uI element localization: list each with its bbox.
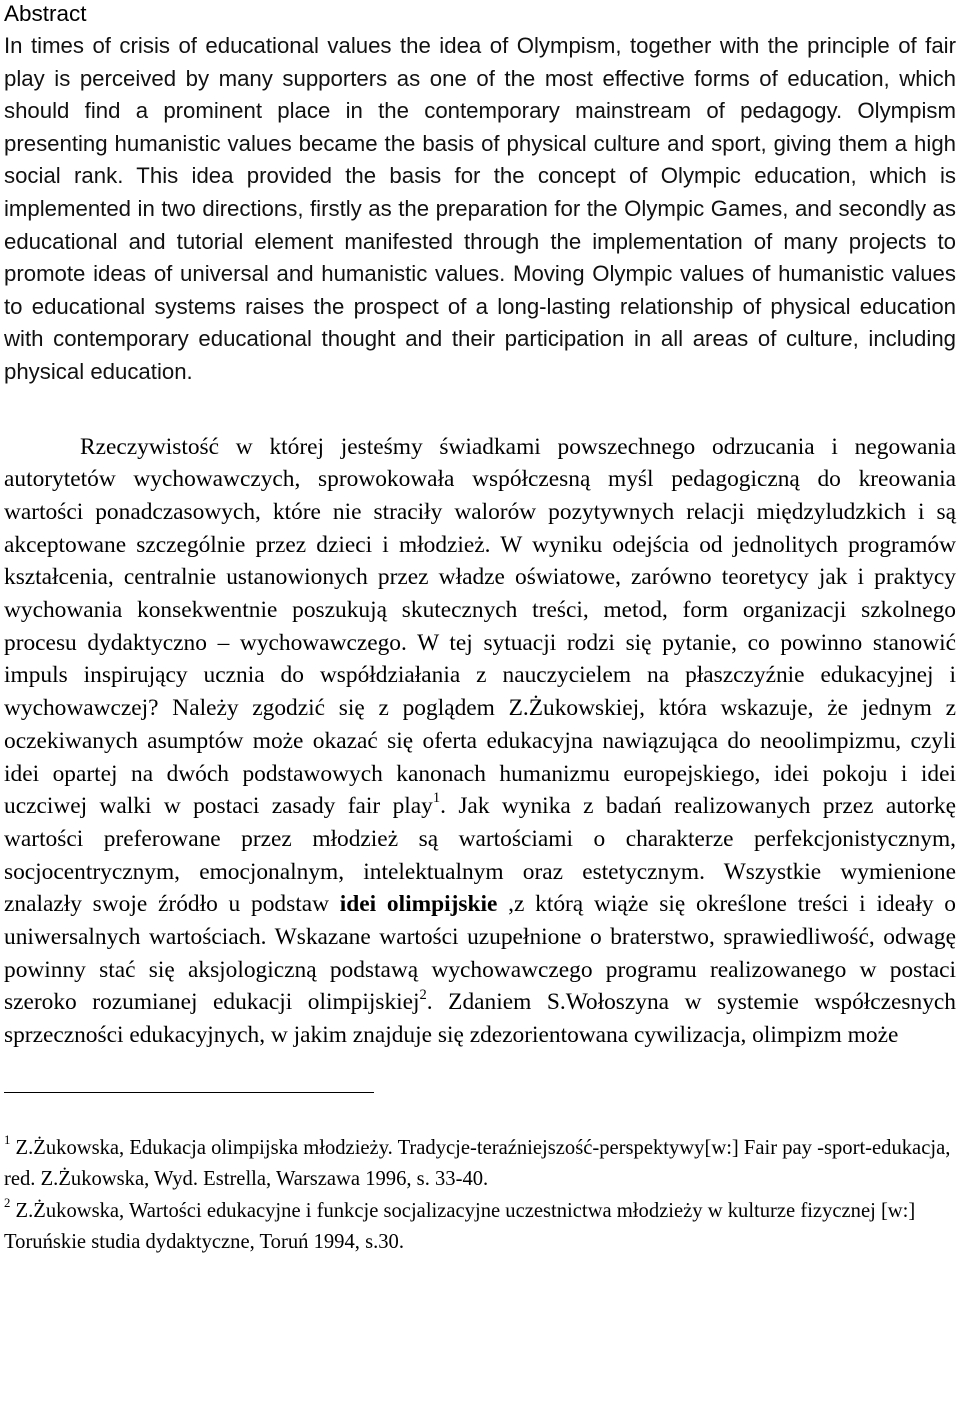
footnote-1 xyxy=(4,1133,956,1196)
footnote-2 xyxy=(4,1196,956,1259)
footnote-ref-2: 2 xyxy=(419,986,427,1003)
footnote-2-marker: 2 xyxy=(4,1195,11,1210)
footnotes xyxy=(4,1133,956,1259)
footnote-1-marker: 1 xyxy=(4,1133,11,1148)
main-text-part1: Rzeczywistość w której jesteśmy świadkami powszechnego odrzucania i negowania autorytetów wychowawczych, sprowokowała współczesną myśl pedagogiczną do kreowania wartości ponadczasowych, które nie straciły walorów pozytywnych relacji międzyludzkich i są akceptowane szczególnie przez dzieci i młodzież. W wyniku odejścia od jednolitych programów kształcenia, centralnie ustanowionych przez władze oświatowe, zarówno teoretycy jak i praktycy wychowania konsekwentnie poszukują skutecznych treści, metod, form organizacji szkolnego procesu dydaktyczno – wychowawczego. W tej sytuacji rodzi się pytanie, co powinno stanowić impuls inspirujący ucznia do współdziałania z nauczycielem na płaszczyźnie edukacyjnej i wychowawczej? Należy zgodzić się z poglądem Z.Żukowskiej, która wskazuje, że jednym z oczekiwanych asumptów może okazać się oferta edukacyjna nawiązująca do neoolimpizmu, czyli idei opartej na dwóch podstawowych kanonach humanizmu europejskiego, idei pokoju i idei uczciwej walki w postaci zasady fair play xyxy=(4,433,956,820)
main-paragraph xyxy=(4,431,956,1052)
footnote-separator xyxy=(4,1092,374,1093)
abstract-paragraph: In times of crisis of educational values the idea of Olympism, together with the principle of fair play is perceived by many supporters as one of the most effective forms of education, which should find a prominent place in the contemporary mainstream of pedagogy. Olympism presenting humanistic values became the basis of physical culture and sport, giving them a high social rank. This idea provided the basis for the concept of Olympic education, which is implemented in two directions, firstly as the preparation for the Olympic Games, and secondly as educational and tutorial element manifested through the implementation of many projects to promote ideas of universal and humanistic values. Moving Olympic values of humanistic values to educational systems raises the prospect of a long-lasting relationship of physical education with contemporary educational thought and their participation in all areas of culture, including physical education. xyxy=(4,33,956,384)
main-text-part2: . Jak wynika z badań realizowanych przez autorkę wartości preferowane przez młodzież są wartościami o charakterze perfekcjonistycznym, socjocentrycznym, emocjonalnym, intelektualnym oraz estetycznym. Wszystkie wymienione znalazły swoje źródło u podstaw xyxy=(4,793,956,918)
abstract-heading: Abstract xyxy=(4,1,87,26)
footnote-2-text: Z.Żukowska, Wartości edukacyjne i funkcje socjalizacyjne uczestnictwa młodzieży w kulturze fizycznej [w:] Toruńskie studia dydaktyczne, Toruń 1994, s.30. xyxy=(4,1199,916,1254)
footnote-ref-1: 1 xyxy=(432,790,441,807)
main-text-part4: . Zdaniem S.Wołoszyna w systemie współczesnych sprzeczności edukacyjnych, w jakim znajduje się zdezorientowana cywilizacja, olimpizm może xyxy=(4,989,956,1049)
main-text-part3: ,z którą wiąże się określone treści i ideały o uniwersalnych wartościach. Wskazane wartości uzupełnione o braterstwo, sprawiedliwość, odwagę powinny stać się aksjologiczną podstawą wychowawczego programu realizowanego w postaci szeroko rozumianej edukacji olimpijskiej xyxy=(4,891,957,1016)
footnote-1-text: Z.Żukowska, Edukacja olimpijska młodzieży. Tradycje-teraźniejszość-perspektywy[w:] Fair pay -sport-edukacja, red. Z.Żukowska, Wyd. Estrella, Warszawa 1996, s. 33-40. xyxy=(4,1136,951,1191)
document-page xyxy=(4,0,956,1259)
bold-phrase: idei olimpijskie xyxy=(339,891,498,918)
